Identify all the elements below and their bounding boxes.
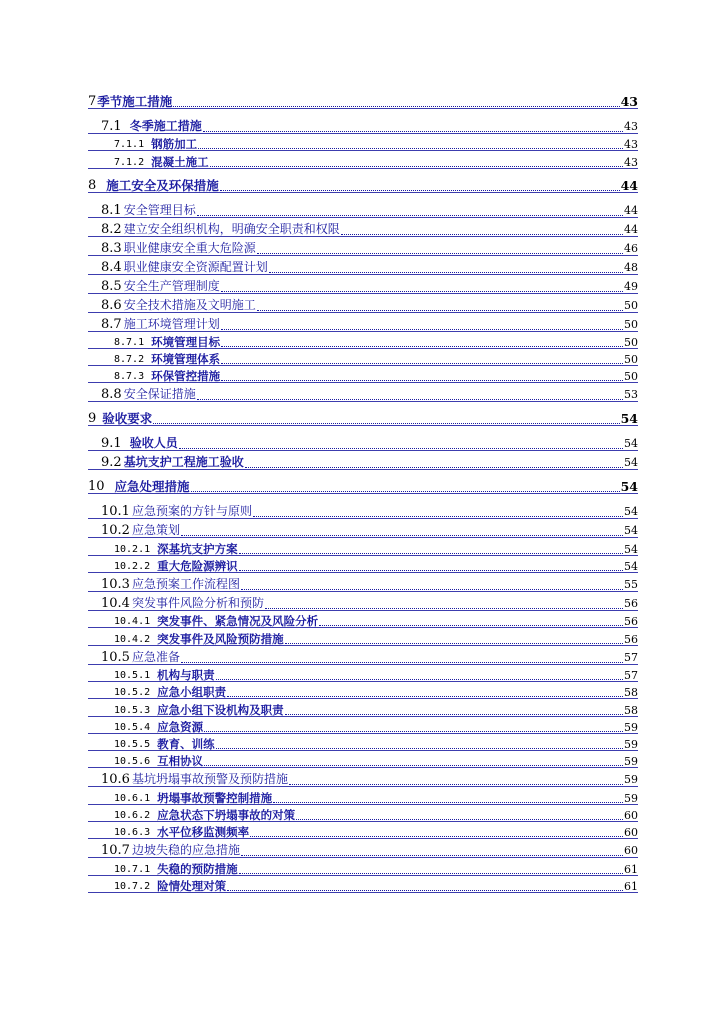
toc-entry-10-5-4[interactable] (88, 718, 638, 735)
toc-entry-number: 10.2.2 (114, 561, 151, 573)
toc-entry-10-7[interactable] (88, 840, 638, 859)
dot-leader (221, 380, 623, 381)
toc-entry-title: 应急状态下坍塌事故的对策 (157, 808, 296, 823)
toc-entry-number: 10.5.3 (114, 704, 151, 716)
toc-entry-page-number: 60 (624, 809, 638, 823)
toc-entry-title: 坍塌事故预警控制措施 (157, 790, 273, 805)
toc-entry-8-7-2[interactable] (88, 350, 638, 367)
toc-entry-10-1[interactable] (88, 501, 638, 520)
toc-entry-page-number: 54 (624, 542, 638, 556)
toc-entry-number: 8.3 (101, 240, 122, 256)
toc-entry-page-number: 44 (620, 177, 638, 193)
dot-leader (204, 731, 623, 732)
dot-leader (257, 310, 623, 311)
toc-entry-title: 安全保证措施 (123, 387, 196, 402)
toc-entry-number: 10 (88, 479, 105, 495)
toc-entry-page-number: 53 (624, 388, 638, 402)
toc-entry-number: 10.4.1 (114, 616, 151, 628)
toc-entry-8-6[interactable] (88, 295, 638, 314)
toc-entry-number: 10.5.1 (114, 669, 151, 681)
toc-entry-page-number: 59 (624, 773, 638, 787)
toc-entry-10-5-2[interactable] (88, 683, 638, 700)
dot-leader (239, 553, 623, 554)
toc-entry-page-number: 57 (624, 668, 638, 682)
toc-entry-page-number: 50 (624, 317, 638, 331)
toc-entry-page-number: 44 (624, 203, 638, 217)
toc-entry-page-number: 50 (624, 353, 638, 367)
toc-entry-title: 职业健康安全重大危险源 (123, 240, 256, 255)
toc-entry-7-1-2[interactable] (88, 152, 638, 169)
toc-entry-10-6-2[interactable] (88, 806, 638, 823)
toc-entry-10-2-1[interactable] (88, 539, 638, 556)
toc-entry-title: 基坑支护工程施工验收 (123, 455, 244, 470)
toc-entry-page-number: 46 (624, 241, 638, 255)
toc-entry-title: 安全生产管理制度 (123, 278, 220, 293)
toc-entry-title: 冬季施工措施 (129, 119, 202, 133)
toc-entry-page-number: 54 (624, 437, 638, 451)
toc-entry-page-number: 60 (624, 826, 638, 840)
dot-leader (197, 215, 623, 216)
toc-entry-title: 应急预案的方针与原则 (131, 504, 252, 519)
toc-entry-title: 边坡失稳的应急措施 (131, 843, 240, 858)
dot-leader (221, 363, 623, 364)
toc-entry-number: 10.5.6 (114, 756, 151, 768)
toc-entry-number: 8.2 (101, 221, 122, 237)
toc-entry-number: 10.2.1 (114, 543, 151, 555)
toc-entry-title: 突发事件、紧急情况及风险分析 (157, 614, 319, 629)
toc-entry-10-6-1[interactable] (88, 788, 638, 805)
toc-entry-number: 7.1.1 (114, 139, 145, 151)
dot-leader (227, 890, 623, 891)
toc-entry-number: 10.6.3 (114, 827, 151, 839)
toc-entry-title: 季节施工措施 (97, 94, 173, 109)
toc-entry-title: 安全技术措施及文明施工 (123, 297, 256, 312)
toc-entry-title: 应急处理措施 (114, 479, 190, 495)
dot-leader (173, 106, 619, 107)
dot-leader (221, 329, 623, 330)
toc-entry-page-number: 59 (624, 738, 638, 752)
toc-entry-8-8[interactable] (88, 384, 638, 403)
toc-entry-page-number: 54 (624, 505, 638, 519)
toc-entry-page-number: 43 (624, 120, 638, 133)
toc-entry-title: 建立安全组织机构，明确安全职责和权限 (123, 221, 340, 236)
toc-entry-number: 10.1 (101, 504, 130, 520)
toc-entry-number: 10.7.1 (114, 863, 151, 875)
toc-entry-7-1-1[interactable] (88, 135, 638, 152)
dot-leader (221, 346, 623, 347)
toc-entry-title: 应急小组下设机构及职责 (157, 702, 284, 717)
toc-entry-10-2[interactable] (88, 520, 638, 539)
toc-entry-title: 互相协议 (157, 754, 204, 769)
toc-entry-9-1[interactable] (88, 433, 638, 452)
dot-leader (289, 784, 623, 785)
dot-leader (285, 714, 623, 715)
dot-leader (216, 679, 623, 680)
toc-entry-10-6[interactable] (88, 769, 638, 788)
toc-entry-page-number: 54 (624, 456, 638, 470)
toc-entry-title: 验收人员 (129, 436, 178, 451)
toc-entry-number: 10.7.2 (114, 880, 151, 892)
dot-leader (179, 448, 623, 449)
toc-entry-number: 7.1.2 (114, 156, 145, 168)
toc-entry-page-number: 59 (624, 755, 638, 769)
dot-leader (227, 696, 623, 697)
dot-leader (198, 148, 623, 149)
toc-entry-7[interactable] (88, 91, 638, 110)
toc-entry-8-4[interactable] (88, 257, 638, 276)
dot-leader (239, 873, 623, 874)
toc-entry-page-number: 48 (624, 260, 638, 274)
dot-leader (253, 516, 623, 517)
dot-leader (319, 625, 623, 626)
dot-leader (257, 253, 623, 254)
toc-entry-10-3[interactable] (88, 574, 638, 593)
dot-leader (273, 802, 623, 803)
toc-entry-page-number: 43 (620, 94, 638, 109)
toc-entry-8-7-3[interactable] (88, 367, 638, 384)
toc-entry-title: 施工环境管理计划 (123, 316, 220, 331)
toc-entry-number: 8.7.1 (114, 336, 145, 348)
toc-entry-number: 10.7 (101, 843, 130, 859)
toc-entry-10-4[interactable] (88, 593, 638, 612)
dot-leader (221, 291, 623, 292)
toc-entry-8-7-1[interactable] (88, 333, 638, 350)
dot-leader (181, 535, 623, 536)
toc-entry-number: 8 (88, 177, 97, 193)
toc-entry-page-number: 56 (624, 615, 638, 629)
toc-entry-title: 施工安全及环保措施 (106, 177, 219, 193)
toc-entry-number: 10.5.4 (114, 721, 151, 733)
toc-entry-10-4-2[interactable] (88, 629, 638, 646)
toc-entry-title: 环保管控措施 (151, 369, 221, 384)
toc-entry-page-number: 61 (624, 862, 638, 876)
toc-entry-9[interactable] (88, 408, 638, 427)
toc-entry-page-number: 61 (624, 879, 638, 893)
toc-entry-number: 10.6.2 (114, 810, 151, 822)
toc-entry-number: 7.1 (101, 119, 122, 134)
toc-entry-8[interactable] (88, 175, 638, 194)
table-of-contents (88, 86, 638, 894)
toc-entry-10-4-1[interactable] (88, 612, 638, 629)
dot-leader (181, 662, 623, 663)
toc-entry-title: 应急预案工作流程图 (131, 577, 240, 592)
toc-entry-10-7-1[interactable] (88, 859, 638, 876)
toc-entry-number: 10.3 (101, 577, 130, 593)
toc-entry-number: 10.6.1 (114, 792, 151, 804)
dot-leader (269, 272, 623, 273)
toc-entry-7-1[interactable] (88, 116, 638, 135)
toc-entry-number: 9.2 (101, 455, 122, 471)
toc-entry-8-7[interactable] (88, 314, 638, 333)
toc-entry-title: 基坑坍塌事故预警及预防措施 (131, 772, 288, 787)
toc-entry-title: 钢筋加工 (151, 137, 198, 152)
dot-leader (250, 836, 623, 837)
toc-entry-8-3[interactable] (88, 238, 638, 257)
dot-leader (153, 423, 619, 424)
toc-entry-number: 8.5 (101, 278, 122, 294)
toc-entry-10-5[interactable] (88, 647, 638, 666)
toc-entry-title: 水平位移监测频率 (157, 825, 250, 840)
toc-entry-number: 10.4.2 (114, 633, 151, 645)
toc-entry-10-6-3[interactable] (88, 823, 638, 840)
toc-entry-title: 失稳的预防措施 (157, 861, 238, 876)
toc-entry-number: 8.4 (101, 259, 122, 275)
dot-leader (239, 570, 623, 571)
toc-entry-page-number: 58 (624, 686, 638, 700)
toc-entry-page-number: 43 (624, 138, 638, 152)
toc-entry-title: 环境管理体系 (151, 352, 221, 367)
toc-entry-title: 突发事件风险分析和预防 (131, 596, 264, 611)
dot-leader (203, 131, 623, 132)
toc-entry-page-number: 60 (624, 844, 638, 858)
toc-entry-10-7-2[interactable] (88, 877, 638, 894)
dot-leader (204, 765, 623, 766)
toc-entry-title: 安全管理目标 (123, 202, 196, 217)
toc-entry-page-number: 43 (624, 155, 638, 169)
toc-entry-number: 9.1 (101, 436, 122, 452)
toc-entry-page-number: 44 (624, 222, 638, 236)
toc-entry-8-5[interactable] (88, 276, 638, 295)
dot-leader (216, 748, 623, 749)
toc-entry-title: 应急资源 (157, 719, 204, 734)
toc-entry-title: 应急策划 (131, 523, 180, 538)
toc-entry-title: 混凝土施工 (151, 154, 209, 169)
toc-entry-page-number: 59 (624, 720, 638, 734)
toc-entry-page-number: 55 (624, 578, 638, 592)
toc-entry-number: 10.5 (101, 649, 130, 665)
toc-entry-number: 8.1 (101, 202, 122, 218)
toc-entry-title: 职业健康安全资源配置计划 (123, 259, 268, 274)
dot-leader (197, 399, 623, 400)
toc-entry-10-5-6[interactable] (88, 752, 638, 769)
dot-leader (296, 819, 623, 820)
toc-entry-number: 10.2 (101, 523, 130, 539)
toc-entry-number: 10.4 (101, 596, 130, 612)
toc-entry-title: 教育、训练 (157, 737, 215, 752)
toc-entry-page-number: 54 (620, 479, 638, 495)
toc-entry-page-number: 56 (624, 632, 638, 646)
toc-entry-page-number: 54 (624, 560, 638, 574)
dot-leader (210, 166, 623, 167)
toc-entry-page-number: 59 (624, 791, 638, 805)
toc-entry-title: 应急准备 (131, 649, 180, 664)
dot-leader (191, 491, 620, 492)
dot-leader (220, 190, 620, 191)
toc-entry-number: 8.6 (101, 297, 122, 313)
toc-entry-10-5-5[interactable] (88, 735, 638, 752)
toc-entry-title: 重大危险源辨识 (157, 559, 238, 574)
toc-entry-8-2[interactable] (88, 219, 638, 238)
dot-leader (245, 467, 623, 468)
dot-leader (341, 234, 623, 235)
toc-entry-number: 8.7 (101, 316, 122, 332)
toc-entry-title: 机构与职责 (157, 667, 215, 682)
toc-entry-number: 8.8 (101, 387, 122, 403)
toc-entry-page-number: 50 (624, 335, 638, 349)
toc-entry-title: 应急小组职责 (157, 685, 227, 700)
toc-entry-title: 验收要求 (102, 411, 153, 427)
toc-entry-page-number: 50 (624, 370, 638, 384)
dot-leader (265, 608, 623, 609)
toc-entry-page-number: 54 (624, 524, 638, 538)
toc-entry-number: 7 (88, 94, 97, 109)
toc-entry-8-1[interactable] (88, 200, 638, 219)
toc-entry-title: 突发事件及风险预防措施 (157, 631, 284, 646)
toc-entry-number: 8.7.2 (114, 354, 145, 366)
toc-entry-title: 深基坑支护方案 (157, 541, 238, 556)
toc-entry-page-number: 56 (624, 597, 638, 611)
toc-entry-9-2[interactable] (88, 452, 638, 471)
toc-entry-number: 10.5.5 (114, 739, 151, 751)
toc-entry-page-number: 50 (624, 298, 638, 312)
toc-entry-number: 10.6 (101, 772, 130, 788)
toc-entry-number: 8.7.3 (114, 371, 145, 383)
toc-entry-page-number: 57 (624, 650, 638, 664)
toc-entry-page-number: 58 (624, 703, 638, 717)
toc-entry-number: 9 (88, 411, 97, 427)
dot-leader (241, 855, 623, 856)
toc-entry-number: 10.5.2 (114, 687, 151, 699)
toc-entry-page-number: 49 (624, 279, 638, 293)
toc-entry-title: 环境管理目标 (151, 334, 221, 349)
toc-entry-10-5-1[interactable] (88, 666, 638, 683)
toc-entry-10-2-2[interactable] (88, 557, 638, 574)
toc-entry-10[interactable] (88, 476, 638, 495)
toc-entry-page-number: 54 (620, 411, 638, 427)
dot-leader (285, 643, 623, 644)
toc-entry-10-5-3[interactable] (88, 700, 638, 717)
toc-entry-title: 险情处理对策 (157, 878, 227, 893)
dot-leader (241, 589, 623, 590)
